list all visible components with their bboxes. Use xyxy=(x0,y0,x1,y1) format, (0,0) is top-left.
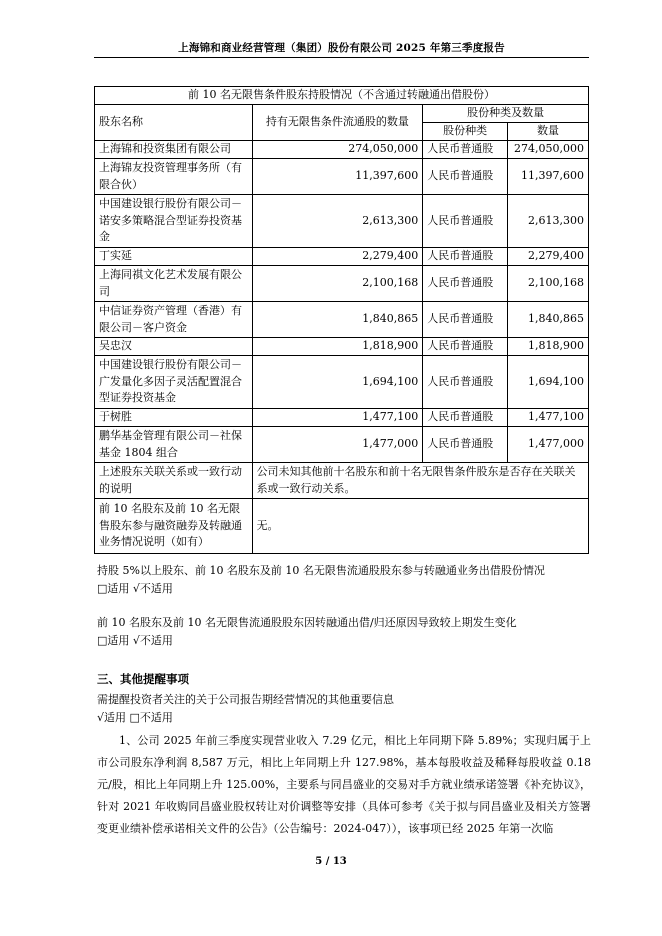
section-option: √适用 □不适用 xyxy=(97,711,173,724)
holder-shares: 1,694,100 xyxy=(252,356,423,409)
holder-name: 吴忠汉 xyxy=(95,338,253,356)
table-row xyxy=(95,338,589,356)
change-title: 前 10 名股东及前 10 名无限售流通股股东因转融通出借/归还原因导致较上期发生变化 xyxy=(97,616,517,629)
change-option: □适用 √不适用 xyxy=(97,634,173,647)
holder-share-qty: 1,477,000 xyxy=(507,427,588,463)
holder-share-type: 人民币普通股 xyxy=(423,427,508,463)
holder-share-type: 人民币普通股 xyxy=(423,338,508,356)
holder-share-qty: 1,818,900 xyxy=(507,338,588,356)
table-row xyxy=(95,356,589,409)
table-header-row xyxy=(95,105,589,123)
holder-share-type: 人民币普通股 xyxy=(423,159,508,195)
margin-row xyxy=(95,499,589,554)
header-divider xyxy=(94,57,589,58)
col-share-qty: 数量 xyxy=(507,123,588,141)
holder-share-type: 人民币普通股 xyxy=(423,302,508,338)
relation-text: 公司未知其他前十名股东和前十名无限售条件股东是否存在关联关系或一致行动关系。 xyxy=(252,463,588,499)
holder-share-type: 人民币普通股 xyxy=(423,195,508,248)
section-paragraph: 1、公司 2025 年前三季度实现营业收入 7.29 亿元，相比上年同期下降 5.89%；实现归属于上市公司股东净利润 8,587 万元，相比上年同期上升 127.98%，基本每股收益及稀释每股收益 0.18 元/股，相比上年同期上升 125.00%，主要系与同昌盛业的交易对手方就业绩承诺签署《补充协议》，针对 2021 年收购同昌盛业股权转让对价调整等安排（具体可参考《关于拟与同昌盛业及相关方签署变更业绩补偿承诺相关文件的公告》（公告编号：2024-047）），该事项已经 2025 年第一次临 xyxy=(97,734,591,835)
table-row xyxy=(95,141,589,159)
relation-row xyxy=(95,463,589,499)
holder-name: 上海锦友投资管理事务所（有限合伙） xyxy=(95,159,253,195)
holder-share-qty: 2,100,168 xyxy=(507,266,588,302)
holder-share-qty: 11,397,600 xyxy=(507,159,588,195)
holder-share-qty: 1,840,865 xyxy=(507,302,588,338)
holder-name: 中国建设银行股份有限公司－广发量化多因子灵活配置混合型证券投资基金 xyxy=(95,356,253,409)
holder-shares: 1,477,000 xyxy=(252,427,423,463)
table-row xyxy=(95,266,589,302)
holder-shares: 2,100,168 xyxy=(252,266,423,302)
table-row xyxy=(95,409,589,427)
holder-name: 丁实延 xyxy=(95,248,253,266)
col-share-group: 股份种类及数量 xyxy=(423,105,589,123)
table-row xyxy=(95,302,589,338)
section-intro: 需提醒投资者关注的关于公司报告期经营情况的其他重要信息 xyxy=(97,693,394,706)
holder-share-qty: 2,613,300 xyxy=(507,195,588,248)
holder-share-type: 人民币普通股 xyxy=(423,248,508,266)
holder-share-type: 人民币普通股 xyxy=(423,266,508,302)
report-header: 上海锦和商业经营管理（集团）股份有限公司 2025 年第三季度报告 xyxy=(178,42,505,54)
holder-shares: 274,050,000 xyxy=(252,141,423,159)
holder-name: 中国建设银行股份有限公司－诺安多策略混合型证券投资基金 xyxy=(95,195,253,248)
holder-shares: 1,818,900 xyxy=(252,338,423,356)
holder-name: 于树胜 xyxy=(95,409,253,427)
table-row xyxy=(95,159,589,195)
table-title: 前 10 名无限售条件股东持股情况（不含通过转融通出借股份） xyxy=(95,87,589,105)
table-row xyxy=(95,427,589,463)
table-title-row xyxy=(95,87,589,105)
holder-share-qty: 274,050,000 xyxy=(507,141,588,159)
holder-name: 上海同祺文化艺术发展有限公司 xyxy=(95,266,253,302)
relation-label: 上述股东关联关系或一致行动的说明 xyxy=(95,463,253,499)
holder-name: 上海锦和投资集团有限公司 xyxy=(95,141,253,159)
holder-shares: 1,477,100 xyxy=(252,409,423,427)
col-holder-name: 股东名称 xyxy=(95,105,253,141)
margin-text: 无。 xyxy=(252,499,588,554)
top10-holders-table xyxy=(94,86,589,554)
holder-name: 中信证券资产管理（香港）有限公司－客户资金 xyxy=(95,302,253,338)
holder-shares: 11,397,600 xyxy=(252,159,423,195)
holder-share-qty: 1,694,100 xyxy=(507,356,588,409)
holder-share-qty: 2,279,400 xyxy=(507,248,588,266)
page-number: 5 / 13 xyxy=(315,856,347,867)
holder-share-type: 人民币普通股 xyxy=(423,141,508,159)
holder-share-type: 人民币普通股 xyxy=(423,356,508,409)
holder-name: 鹏华基金管理有限公司－社保基金 1804 组合 xyxy=(95,427,253,463)
lending-option: □适用 √不适用 xyxy=(97,582,173,595)
holder-shares: 2,279,400 xyxy=(252,248,423,266)
margin-label: 前 10 名股东及前 10 名无限售股东参与融资融券及转融通业务情况说明（如有） xyxy=(95,499,253,554)
col-shares-held: 持有无限售条件流通股的数量 xyxy=(252,105,423,141)
section-heading: 三、其他提醒事项 xyxy=(97,672,189,686)
holder-share-type: 人民币普通股 xyxy=(423,409,508,427)
holder-share-qty: 1,477,100 xyxy=(507,409,588,427)
table-row xyxy=(95,248,589,266)
col-share-type: 股份种类 xyxy=(423,123,508,141)
lending-title: 持股 5%以上股东、前 10 名股东及前 10 名无限售流通股股东参与转融通业务出借股份情况 xyxy=(97,564,545,577)
holder-shares: 2,613,300 xyxy=(252,195,423,248)
table-row xyxy=(95,195,589,248)
holder-shares: 1,840,865 xyxy=(252,302,423,338)
